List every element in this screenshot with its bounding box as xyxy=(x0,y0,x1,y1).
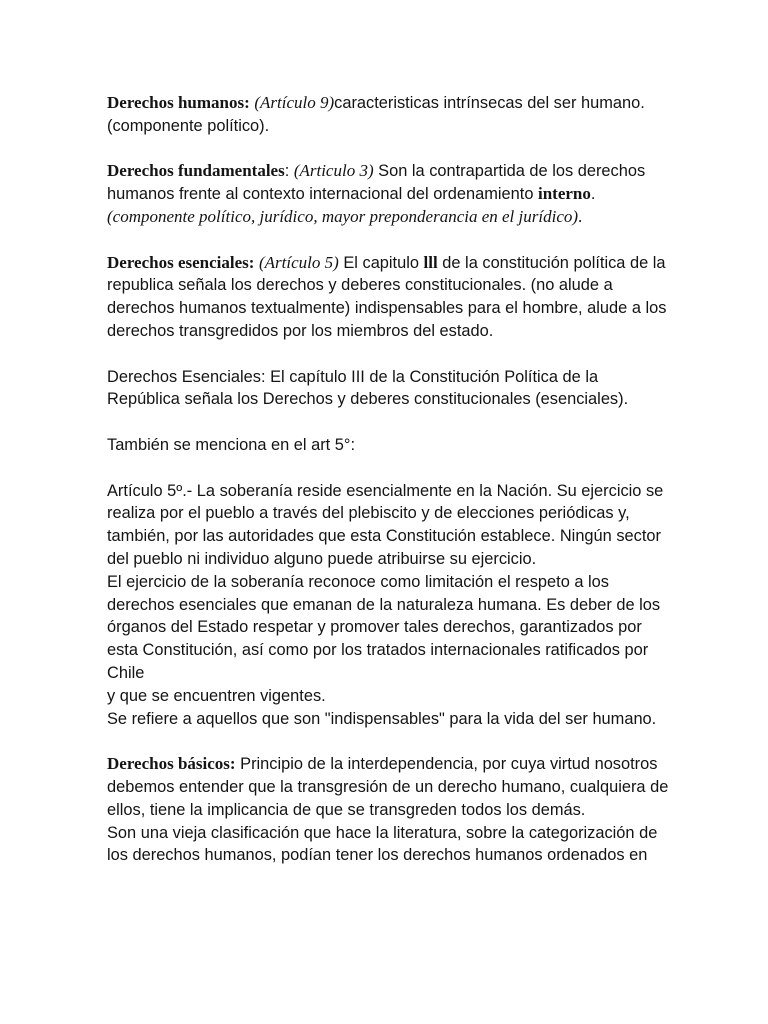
term-derechos-basicos: Derechos básicos: xyxy=(107,754,236,774)
component-note: (componente político, jurídico, mayor preponderancia en el jurídico) xyxy=(107,206,579,226)
paragraph-derechos-esenciales-cap-iii: Derechos Esenciales: El capítulo III de la Constitución Política de la República señala los Derechos y deberes constitucionales (esenciales). xyxy=(107,367,629,409)
paragraph-text: de la constitución política de la republica señala los derechos y deberes constitucionales. (no alude a derechos humanos textualmente) indispensables para el hombre, alude a los derechos transgredidos por los miembros del estado. xyxy=(107,253,667,340)
article-ref: (Artículo 5) xyxy=(259,252,339,272)
paragraph-art-5-intro: También se menciona en el art 5°: xyxy=(107,435,355,454)
term-derechos-fundamentales: Derechos fundamentales xyxy=(107,161,285,181)
term-derechos-esenciales: Derechos esenciales: xyxy=(107,252,255,272)
period: . xyxy=(578,206,583,226)
paragraph-text: Principio de la interdependencia, por cuya virtud nosotros debemos entender que la transgresión de un derecho humano, cualquiera de ellos, tiene la implicancia de que se transgreden todos los demás. xyxy=(107,755,669,819)
colon: : xyxy=(284,162,294,181)
article-5-comment: Se refiere a aquellos que son "indispensables" para la vida del ser humano. xyxy=(107,709,657,728)
document-body xyxy=(107,92,672,890)
roman-numeral: lll xyxy=(423,252,438,272)
article-ref: (Artículo 9) xyxy=(254,93,335,112)
paragraph-derechos-esenciales xyxy=(107,252,672,343)
paragraph-text: caracteristicas intrínsecas del ser humano. (componente político). xyxy=(107,94,645,135)
paragraph-derechos-basicos xyxy=(107,753,672,867)
paragraph-text: Son una vieja clasificación que hace la literatura, sobre la categorización de los derechos humanos, podían tener los derechos humanos ordenados en xyxy=(107,823,658,865)
article-5-text: Artículo 5º.- La soberanía reside esencialmente en la Nación. Su ejercicio se realiza por el pueblo a través del plebiscito y de elecciones periódicas y, también, por las autoridades que esta Constitución establece. Ningún sector del pueblo ni individuo alguno puede atribuirse su ejercicio. xyxy=(107,481,664,568)
bold-word-interno: interno xyxy=(537,184,591,204)
term-derechos-humanos: Derechos humanos: xyxy=(107,93,250,112)
period: . xyxy=(590,185,596,204)
article-5-text: y que se encuentren vigentes. xyxy=(107,686,326,705)
paragraph-articulo-5 xyxy=(107,480,672,731)
paragraph-text: Son la contrapartida de los derechos humanos frente al contexto internacional del ordenamiento xyxy=(107,162,646,204)
article-5-text: El ejercicio de la soberanía reconoce como limitación el respeto a los derechos esenciales que emanan de la naturaleza humana. Es deber de los órganos del Estado respetar y promover tales derechos, garantizados por esta Constitución, así como por los tratados internacionales ratificados por Chile xyxy=(107,572,661,682)
paragraph-derechos-humanos xyxy=(107,92,672,138)
paragraph-derechos-fundamentales xyxy=(107,160,672,228)
article-ref: (Articulo 3) xyxy=(293,161,374,181)
paragraph-text: El capitulo xyxy=(338,253,424,272)
